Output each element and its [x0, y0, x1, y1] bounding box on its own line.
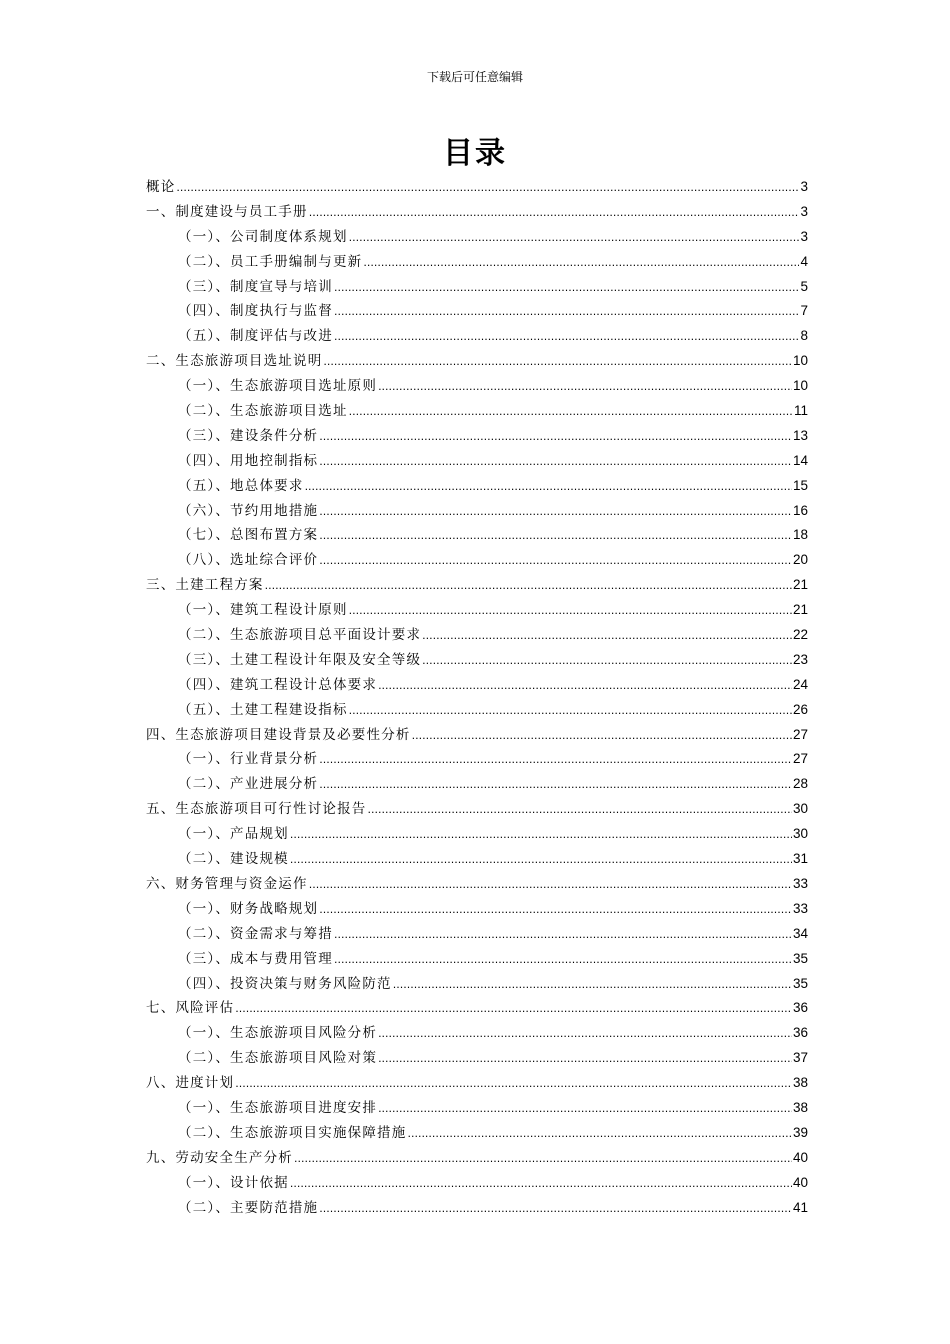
toc-entry-page: 36 — [792, 1025, 808, 1041]
toc-entry[interactable] — [146, 847, 808, 872]
toc-entry[interactable] — [146, 250, 808, 275]
toc-leader-dots — [323, 350, 792, 375]
toc-leader-dots — [407, 1122, 792, 1147]
toc-entry-label: （一）、建筑工程设计原则 — [178, 602, 348, 619]
toc-entry-label: （一）、生态旅游项目选址原则 — [178, 378, 378, 395]
toc-leader-dots — [290, 848, 792, 873]
toc-entry-page: 36 — [792, 1000, 808, 1016]
toc-entry[interactable] — [146, 1121, 808, 1146]
toc-entry[interactable] — [146, 374, 808, 399]
toc-leader-dots — [319, 898, 792, 923]
toc-leader-dots — [368, 798, 792, 823]
toc-entry-page: 31 — [792, 851, 808, 867]
toc-entry-page: 4 — [800, 253, 808, 269]
toc-entry-label: （一）、生态旅游项目风险分析 — [178, 1025, 378, 1042]
toc-entry[interactable] — [146, 673, 808, 698]
toc-entry[interactable] — [146, 349, 808, 374]
toc-entry-label: 七、风险评估 — [146, 1000, 235, 1017]
toc-entry-label: （二）、资金需求与筹措 — [178, 925, 333, 942]
toc-entry[interactable] — [146, 225, 808, 250]
toc-entry-label: （三）、土建工程设计年限及安全等级 — [178, 651, 422, 668]
header-note: 下载后可任意编辑 — [426, 70, 523, 84]
toc-leader-dots — [176, 176, 799, 201]
toc-entry[interactable] — [146, 1046, 808, 1071]
toc-entry-page: 10 — [792, 353, 808, 369]
toc-entry-label: （五）、地总体要求 — [178, 477, 304, 494]
toc-entry-label: （三）、建设条件分析 — [178, 427, 319, 444]
toc-entry-page: 40 — [792, 1149, 808, 1165]
toc-leader-dots — [334, 276, 800, 301]
toc-entry[interactable] — [146, 772, 808, 797]
toc-entry-label: （二）、员工手册编制与更新 — [178, 253, 363, 270]
toc-entry-label: （二）、生态旅游项目实施保障措施 — [178, 1124, 407, 1141]
toc-entry-label: 一、制度建设与员工手册 — [146, 203, 308, 220]
toc-leader-dots — [422, 649, 792, 674]
toc-entry-label: （一）、行业背景分析 — [178, 751, 319, 768]
toc-entry-label: 八、进度计划 — [146, 1075, 235, 1092]
toc-entry-label: （三）、成本与费用管理 — [178, 950, 333, 967]
toc-leader-dots — [319, 549, 792, 574]
toc-entry-page: 23 — [792, 651, 808, 667]
toc-entry[interactable] — [146, 275, 808, 300]
toc-entry-page: 15 — [792, 477, 808, 493]
toc-entry[interactable] — [146, 897, 808, 922]
toc-entry-page: 30 — [792, 826, 808, 842]
toc-entry-page: 11 — [793, 403, 808, 419]
toc-entry[interactable] — [146, 822, 808, 847]
toc-entry-page: 5 — [800, 278, 808, 294]
toc-entry-label: （五）、土建工程建设指标 — [178, 701, 348, 718]
toc-entry-page: 33 — [792, 875, 808, 891]
toc-entry[interactable] — [146, 947, 808, 972]
toc-leader-dots — [319, 748, 792, 773]
toc-leader-dots — [235, 997, 792, 1022]
toc-leader-dots — [319, 1197, 792, 1222]
toc-entry[interactable] — [146, 399, 808, 424]
toc-leader-dots — [334, 923, 792, 948]
toc-entry-page: 34 — [792, 925, 808, 941]
toc-entry[interactable] — [146, 1096, 808, 1121]
toc-entry-label: （二）、生态旅游项目风险对策 — [178, 1050, 378, 1067]
toc-leader-dots — [294, 1147, 792, 1172]
toc-entry[interactable] — [146, 598, 808, 623]
toc-leader-dots — [319, 773, 792, 798]
toc-entry-page: 26 — [792, 701, 808, 717]
toc-entry-page: 28 — [792, 776, 808, 792]
toc-entry[interactable] — [146, 1171, 808, 1196]
toc-entry[interactable] — [146, 200, 808, 225]
toc-leader-dots — [422, 624, 792, 649]
toc-entry[interactable] — [146, 449, 808, 474]
toc-entry-page: 21 — [792, 602, 808, 618]
toc-leader-dots — [349, 599, 792, 624]
toc-leader-dots — [290, 1172, 792, 1197]
toc-entry-page: 37 — [792, 1050, 808, 1066]
toc-entry[interactable] — [146, 922, 808, 947]
toc-entry-label: （四）、制度执行与监督 — [178, 303, 333, 320]
page-title: 目录 — [443, 136, 507, 171]
toc-entry-label: 三、土建工程方案 — [146, 577, 264, 594]
toc-entry[interactable] — [146, 1146, 808, 1171]
toc-leader-dots — [309, 201, 800, 226]
toc-entry-label: （一）、设计依据 — [178, 1174, 289, 1191]
toc-entry-label: （四）、用地控制指标 — [178, 452, 319, 469]
toc-entry-page: 33 — [792, 900, 808, 916]
toc-entry-page: 35 — [792, 950, 808, 966]
toc-entry-page: 16 — [792, 502, 808, 518]
toc-entry-label: 四、生态旅游项目建设背景及必要性分析 — [146, 726, 411, 743]
toc-entry-label: （一）、生态旅游项目进度安排 — [178, 1099, 378, 1116]
toc-leader-dots — [319, 425, 792, 450]
toc-leader-dots — [378, 1022, 792, 1047]
toc-entry-label: （二）、生态旅游项目选址 — [178, 403, 348, 420]
toc-entry[interactable] — [146, 972, 808, 997]
toc-entry-page: 3 — [800, 228, 808, 244]
toc-leader-dots — [309, 873, 792, 898]
toc-entry[interactable] — [146, 996, 808, 1021]
toc-entry[interactable] — [146, 648, 808, 673]
toc-leader-dots — [319, 450, 792, 475]
toc-entry[interactable] — [146, 698, 808, 723]
toc-leader-dots — [378, 375, 792, 400]
toc-entry-label: （一）、公司制度体系规划 — [178, 228, 348, 245]
toc-entry[interactable] — [146, 299, 808, 324]
toc-entry-label: （三）、制度宣导与培训 — [178, 278, 333, 295]
toc-entry-page: 24 — [792, 676, 808, 692]
toc-entry-page: 20 — [792, 552, 808, 568]
table-of-contents — [146, 175, 808, 1220]
toc-entry[interactable] — [146, 548, 808, 573]
toc-entry-label: 二、生态旅游项目选址说明 — [146, 353, 323, 370]
toc-entry-label: （二）、产业进展分析 — [178, 776, 319, 793]
toc-leader-dots — [334, 948, 792, 973]
toc-leader-dots — [334, 300, 800, 325]
toc-entry-label: （一）、财务战略规划 — [178, 900, 319, 917]
toc-leader-dots — [378, 674, 792, 699]
toc-entry[interactable] — [146, 499, 808, 524]
toc-entry-label: （六）、节约用地措施 — [178, 502, 319, 519]
toc-entry-label: （二）、生态旅游项目总平面设计要求 — [178, 627, 422, 644]
toc-entry[interactable] — [146, 797, 808, 822]
toc-entry[interactable] — [146, 324, 808, 349]
toc-leader-dots — [378, 1097, 792, 1122]
toc-entry-label: 概论 — [146, 179, 176, 195]
toc-entry-page: 7 — [800, 303, 808, 319]
toc-entry-label: 五、生态旅游项目可行性讨论报告 — [146, 801, 367, 818]
toc-leader-dots — [235, 1072, 792, 1097]
toc-entry[interactable] — [146, 424, 808, 449]
toc-entry-label: （七）、总图布置方案 — [178, 527, 319, 544]
toc-entry[interactable] — [146, 872, 808, 897]
toc-entry-page: 39 — [792, 1124, 808, 1140]
toc-entry[interactable] — [146, 623, 808, 648]
toc-entry-page: 3 — [800, 179, 808, 194]
toc-entry[interactable] — [146, 175, 808, 200]
toc-entry-label: 六、财务管理与资金运作 — [146, 875, 308, 892]
toc-entry[interactable] — [146, 723, 808, 748]
toc-entry-page: 14 — [792, 452, 808, 468]
toc-entry-label: （四）、投资决策与财务风险防范 — [178, 975, 392, 992]
toc-entry-label: （一）、产品规划 — [178, 826, 289, 843]
toc-leader-dots — [319, 524, 792, 549]
toc-entry-page: 41 — [792, 1199, 808, 1215]
toc-leader-dots — [305, 475, 792, 500]
toc-entry-page: 21 — [792, 577, 808, 593]
toc-entry[interactable] — [146, 747, 808, 772]
toc-entry[interactable] — [146, 474, 808, 499]
toc-leader-dots — [378, 1047, 792, 1072]
toc-entry-page: 10 — [792, 378, 808, 394]
toc-leader-dots — [349, 699, 792, 724]
toc-leader-dots — [319, 500, 792, 525]
toc-entry[interactable] — [146, 1021, 808, 1046]
toc-entry-page: 40 — [792, 1174, 808, 1190]
toc-entry[interactable] — [146, 1071, 808, 1096]
toc-entry-page: 38 — [792, 1099, 808, 1115]
toc-leader-dots — [290, 823, 792, 848]
toc-entry-label: （四）、建筑工程设计总体要求 — [178, 676, 378, 693]
toc-entry-page: 18 — [792, 527, 808, 543]
toc-entry-page: 27 — [792, 751, 808, 767]
toc-entry-page: 38 — [792, 1075, 808, 1091]
toc-entry-page: 13 — [792, 427, 808, 443]
toc-leader-dots — [412, 724, 792, 749]
toc-entry[interactable] — [146, 1196, 808, 1221]
toc-entry-label: 九、劳动安全生产分析 — [146, 1149, 293, 1166]
toc-entry-label: （二）、主要防范措施 — [178, 1199, 319, 1216]
toc-entry-label: （二）、建设规模 — [178, 851, 289, 868]
toc-entry-page: 8 — [800, 328, 808, 344]
toc-leader-dots — [349, 226, 800, 251]
toc-entry-label: （八）、选址综合评价 — [178, 552, 319, 569]
toc-entry-page: 22 — [792, 627, 808, 643]
toc-entry-label: （五）、制度评估与改进 — [178, 328, 333, 345]
toc-leader-dots — [334, 325, 800, 350]
toc-entry-page: 35 — [792, 975, 808, 991]
toc-entry-page: 27 — [792, 726, 808, 742]
toc-entry[interactable] — [146, 523, 808, 548]
toc-entry-page: 30 — [792, 801, 808, 817]
toc-leader-dots — [265, 574, 792, 599]
toc-leader-dots — [349, 400, 793, 425]
toc-leader-dots — [363, 251, 799, 276]
toc-entry[interactable] — [146, 573, 808, 598]
toc-entry-page: 3 — [800, 203, 808, 219]
toc-leader-dots — [393, 973, 792, 998]
